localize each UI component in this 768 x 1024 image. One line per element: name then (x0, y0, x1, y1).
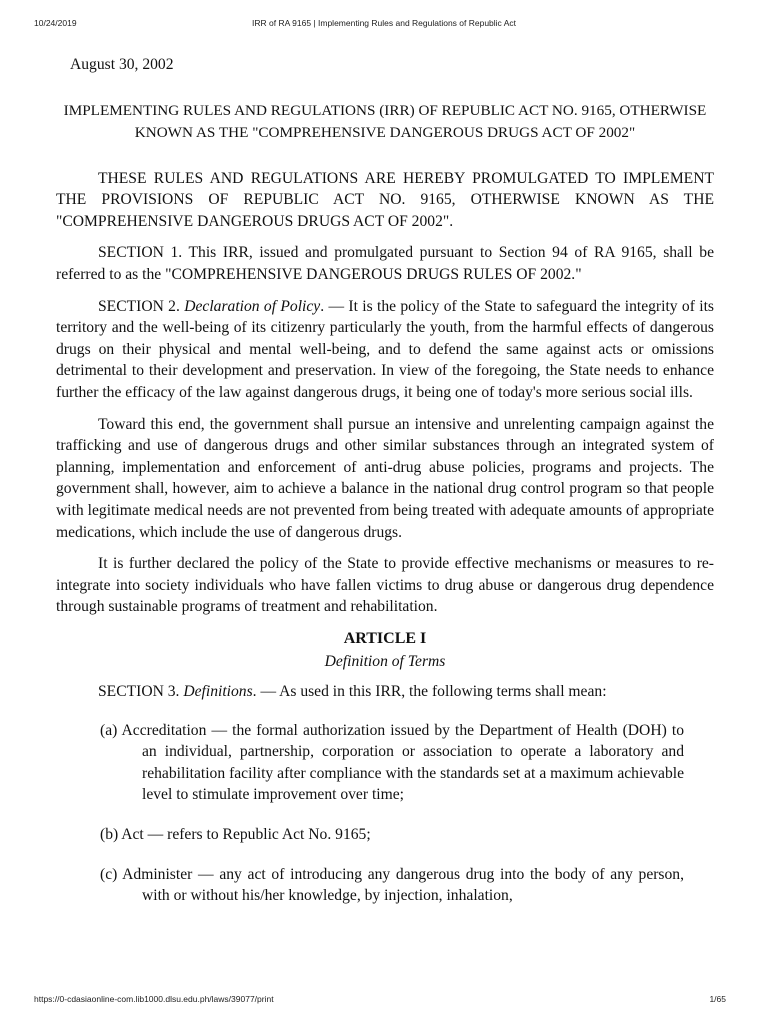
section-3-prefix: SECTION 3. (98, 683, 184, 701)
print-footer (0, 994, 768, 1006)
definition-accreditation: (a) Accreditation — the formal authorization issued by the Department of Health (DOH) to an individual, partnership, corporation or association to operate a laboratory and rehabilitation facility after compliance with the standards set at a maximum achievable level to stimulate improvement over time; (100, 721, 684, 804)
section-2-prefix: SECTION 2. (98, 297, 185, 315)
section-3-body: . — As used in this IRR, the following terms shall mean: (252, 683, 607, 701)
section-2-paragraph (56, 296, 714, 404)
section-3-heading: Definitions (183, 683, 253, 701)
definition-administer: (c) Administer — any act of introducing any dangerous drug into the body of any person, with or without his/her knowledge, by injection, inhalation, (100, 865, 684, 905)
page-indicator: 1/65 (709, 994, 726, 1004)
section-2-body: . — It is the policy of the State to safeguard the integrity of its territory and the well-being of its citizenry particularly the youth, from the harmful effects of dangerous drugs on their physical and mental well-being, and to defend the same against acts or omissions detrimental to their development and preservation. In view of the foregoing, the State needs to enhance further the efficacy of the law against dangerous drugs, it being one of today's more serious social ills. (56, 297, 714, 401)
print-header (0, 18, 768, 30)
document-date: August 30, 2002 (70, 56, 174, 73)
article-subtitle: Definition of Terms (324, 653, 446, 671)
document-page (56, 48, 714, 907)
print-url: https://0-cdasiaonline-com.lib1000.dlsu.edu.ph/laws/39077/print (34, 994, 274, 1004)
reintegration-paragraph: It is further declared the policy of the State to provide effective mechanisms or measures to re-integrate into society individuals who have fallen victims to drug abuse or dangerous drug dependence through sustainable programs of treatment and rehabilitation. (56, 555, 714, 616)
intro-paragraph: THESE RULES AND REGULATIONS ARE HEREBY PROMULGATED TO IMPLEMENT THE PROVISIONS OF REPUBLIC ACT NO. 9165, OTHERWISE KNOWN AS THE "COMPREHENSIVE DANGEROUS DRUGS ACT OF 2002". (56, 169, 714, 230)
document-title: IMPLEMENTING RULES AND REGULATIONS (IRR) OF REPUBLIC ACT NO. 9165, OTHERWISE KNOWN AS THE "COMPREHENSIVE DANGEROUS DRUGS ACT OF 2002" (63, 101, 707, 141)
section-3-paragraph (56, 681, 714, 703)
print-page-title: IRR of RA 9165 | Implementing Rules and Regulations of Republic Act (252, 18, 516, 28)
definition-act: (b) Act — refers to Republic Act No. 9165; (100, 826, 371, 844)
section-1-paragraph: SECTION 1. This IRR, issued and promulgated pursuant to Section 94 of RA 9165, shall be referred to as the "COMPREHENSIVE DANGEROUS DRUGS RULES OF 2002." (56, 244, 714, 283)
print-date: 10/24/2019 (34, 18, 77, 28)
article-heading: ARTICLE I (343, 629, 427, 647)
campaign-paragraph: Toward this end, the government shall pursue an intensive and unrelenting campaign against the trafficking and use of dangerous drugs and other similar substances through an integrated system of planning, implementation and enforcement of anti-drug abuse policies, programs and projects. The government shall, however, aim to achieve a balance in the national drug control program so that people with legitimate medical needs are not prevented from being treated with adequate amounts of appropriate medications, which include the use of dangerous drugs. (56, 415, 714, 541)
section-2-heading: Declaration of Policy (184, 297, 321, 315)
